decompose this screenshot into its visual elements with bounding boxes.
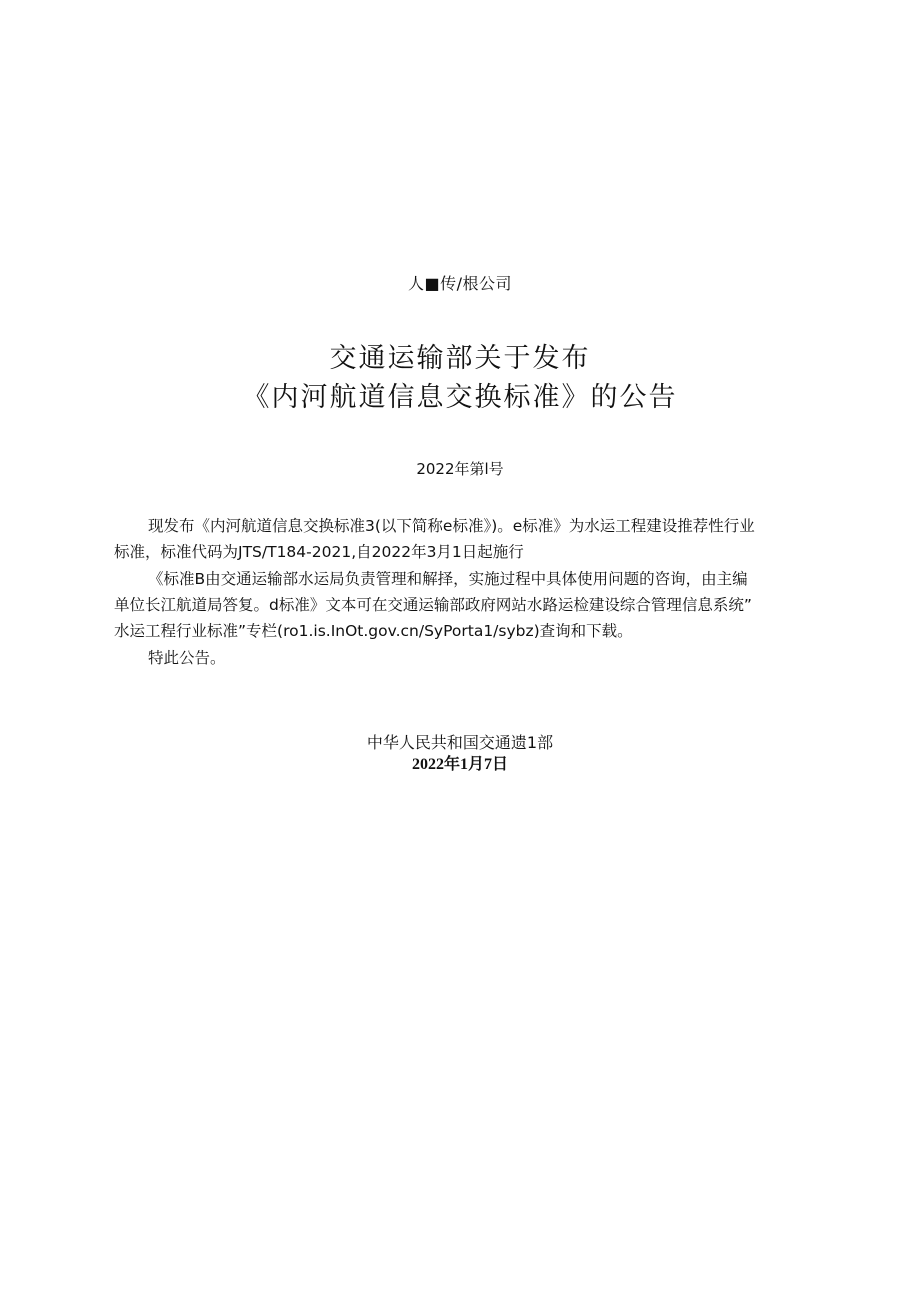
- paragraph-1-line-2: 标准，标准代码为JTS/T184-2021,自2022年3月1日起施行: [114, 543, 524, 561]
- closing-text: 特此公告。: [148, 649, 226, 667]
- announcement-closing: [114, 645, 814, 671]
- document-title-line-1: 交通运输部关于发布: [329, 343, 591, 374]
- signature-date: 2022年1月7日: [411, 756, 508, 773]
- announcement-paragraph-1: [114, 513, 814, 565]
- issuer-signature: 中华人民共和国交通遗1部: [366, 733, 554, 752]
- paragraph-1-line-1: 现发布《内河航道信息交换标准3(以下简称e标准》)。e标准》为水运工程建设推荐性行业: [148, 517, 755, 535]
- announcement-paragraph-2: [114, 566, 814, 644]
- paragraph-2-line-1: 《标准B由交通运输部水运局负责管理和解择，实施过程中具体使用问题的咨询，由主编: [148, 570, 748, 588]
- publisher-header: 人■传/根公司: [407, 274, 512, 293]
- paragraph-2-line-2: 单位长江航道局答复。d标准》文本可在交通运输部政府网站水路运检建设综合管理信息系统”: [114, 596, 752, 614]
- issue-number: 2022年第l号: [416, 460, 504, 478]
- paragraph-2-line-3: 水运工程行业标准”专栏(ro1.is.InOt.gov.cn/SyPorta1/sybz)查询和下载。: [114, 622, 633, 640]
- document-title-line-2: 《内河航道信息交换标准》的公告: [242, 382, 678, 413]
